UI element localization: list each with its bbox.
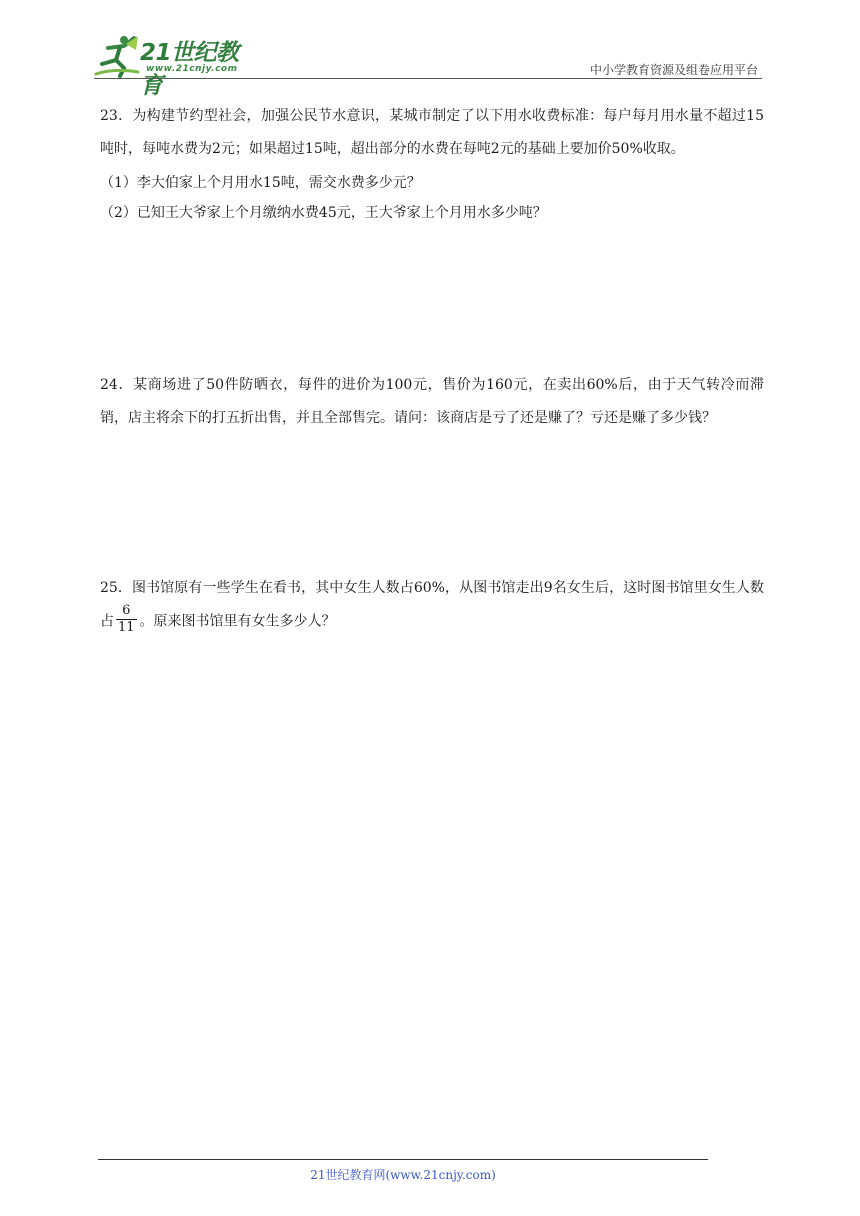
question-25-stem	[100, 572, 764, 639]
question-23-sub-1: （1）李大伯家上个月用水15吨，需交水费多少元？	[100, 175, 421, 191]
question-24	[100, 369, 764, 435]
question-23-stem: 23．为构建节约型社会，加强公民节水意识，某城市制定了以下用水收费标准：每户每月用水量不超过15吨时，每吨水费为2元；如果超过15吨，超出部分的水费在每吨2元的基础上要加价50%收取。	[100, 108, 764, 157]
platform-name: 中小学教育资源及组卷应用平台	[589, 63, 758, 77]
question-24-stem: 24．某商场进了50件防晒衣，每件的进价为100元，售价为160元，在卖出60%后，由于天气转冷而滞销，店主将余下的打五折出售，并且全部售完。请问：该商店是亏了还是赚了？亏还是赚了多少钱？	[100, 377, 764, 426]
logo-url: www.21cnjy.com	[146, 64, 238, 74]
page-header	[94, 30, 762, 99]
footer-link[interactable]: 21世纪教育网(www.21cnjy.com)	[310, 1168, 496, 1182]
question-25-text-before: 25．图书馆原有一些学生在看书，其中女生人数占60%，从图书馆走出9名女生后，这时图书馆里女生人数占	[100, 580, 764, 630]
running-figure-icon	[94, 34, 140, 78]
footer-divider	[98, 1159, 708, 1160]
fraction-six-elevenths	[116, 603, 137, 636]
question-23-sub-2: （2）已知王大爷家上个月缴纳水费45元，王大爷家上个月用水多少吨？	[100, 205, 547, 221]
logo-text: 21世纪教育	[140, 40, 239, 99]
question-23	[100, 100, 764, 228]
fraction-numerator: 6	[116, 603, 137, 620]
question-25	[100, 572, 764, 639]
header-divider	[94, 78, 762, 79]
question-23-subquestions	[100, 168, 764, 228]
site-logo[interactable]	[94, 34, 259, 99]
question-25-text-after: 。原来图书馆里有女生多少人？	[139, 613, 336, 630]
fraction-denominator: 11	[118, 620, 135, 635]
